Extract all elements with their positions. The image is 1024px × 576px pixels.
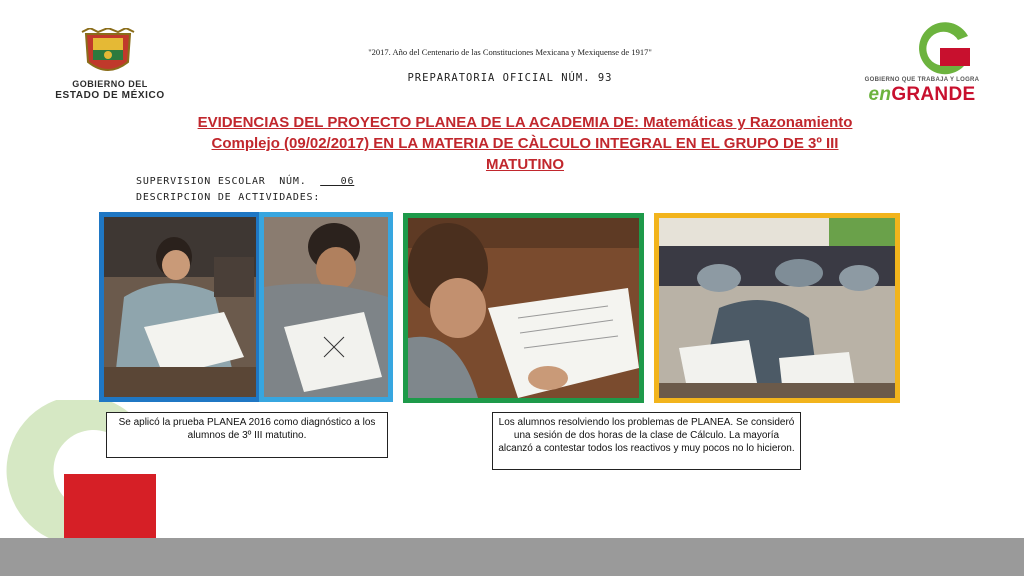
g-logo-icon (904, 22, 976, 76)
photo-classroom (654, 213, 900, 403)
photo-student-writing-1 (99, 212, 261, 402)
activities-label: DESCRIPCION DE ACTIVIDADES: (136, 192, 321, 203)
gov-logo-line1: GOBIERNO DEL (72, 79, 148, 89)
photo-3-image (408, 218, 639, 398)
photo-4-image (659, 218, 895, 398)
supervision-number: 06 (320, 176, 355, 187)
logo-tagline: GOBIERNO QUE TRABAJA Y LOGRA (864, 77, 980, 83)
supervision-line (136, 176, 354, 187)
caption-diagnostic: Se aplicó la prueba PLANEA 2016 como diagnóstico a los alumnos de 3º III matutino. (106, 412, 388, 458)
photo-2-image (264, 217, 388, 397)
estado-de-mexico-logo (40, 28, 180, 102)
photo-student-writing-2 (259, 212, 393, 402)
logo-brand (852, 84, 992, 106)
coat-of-arms-icon (78, 28, 138, 78)
school-name: PREPARATORIA OFICIAL NÚM. 93 (407, 72, 613, 84)
brand-grande: GRANDE (891, 84, 976, 105)
supervision-label: SUPERVISION ESCOLAR NÚM. (136, 176, 321, 187)
footer-bar (0, 538, 1024, 576)
engrande-logo (852, 22, 992, 104)
caption-students-solving: Los alumnos resolviendo los problemas de PLANEA. Se consideró una sesión de dos horas de la clase de Cálculo. La mayoría alcanzó a contestar todos los reactivos y muy pocos no lo hicieron. (492, 412, 801, 470)
photo-1-image (104, 217, 256, 397)
gov-logo-line2: ESTADO DE MÉXICO (55, 90, 165, 101)
brand-en: en (868, 84, 892, 105)
photo-student-exam (403, 213, 644, 403)
page-title: EVIDENCIAS DEL PROYECTO PLANEA DE LA ACADEMIA DE: Matemáticas y Razonamiento Complejo (09/02/2017) EN LA MATERIA DE CÀLCULO INTEGRAL EN EL GRUPO DE 3º III MATUTINO (197, 114, 853, 173)
year-dedication: "2017. Año del Centenario de las Constituciones Mexicana y Mexiquense de 1917" (368, 47, 652, 57)
